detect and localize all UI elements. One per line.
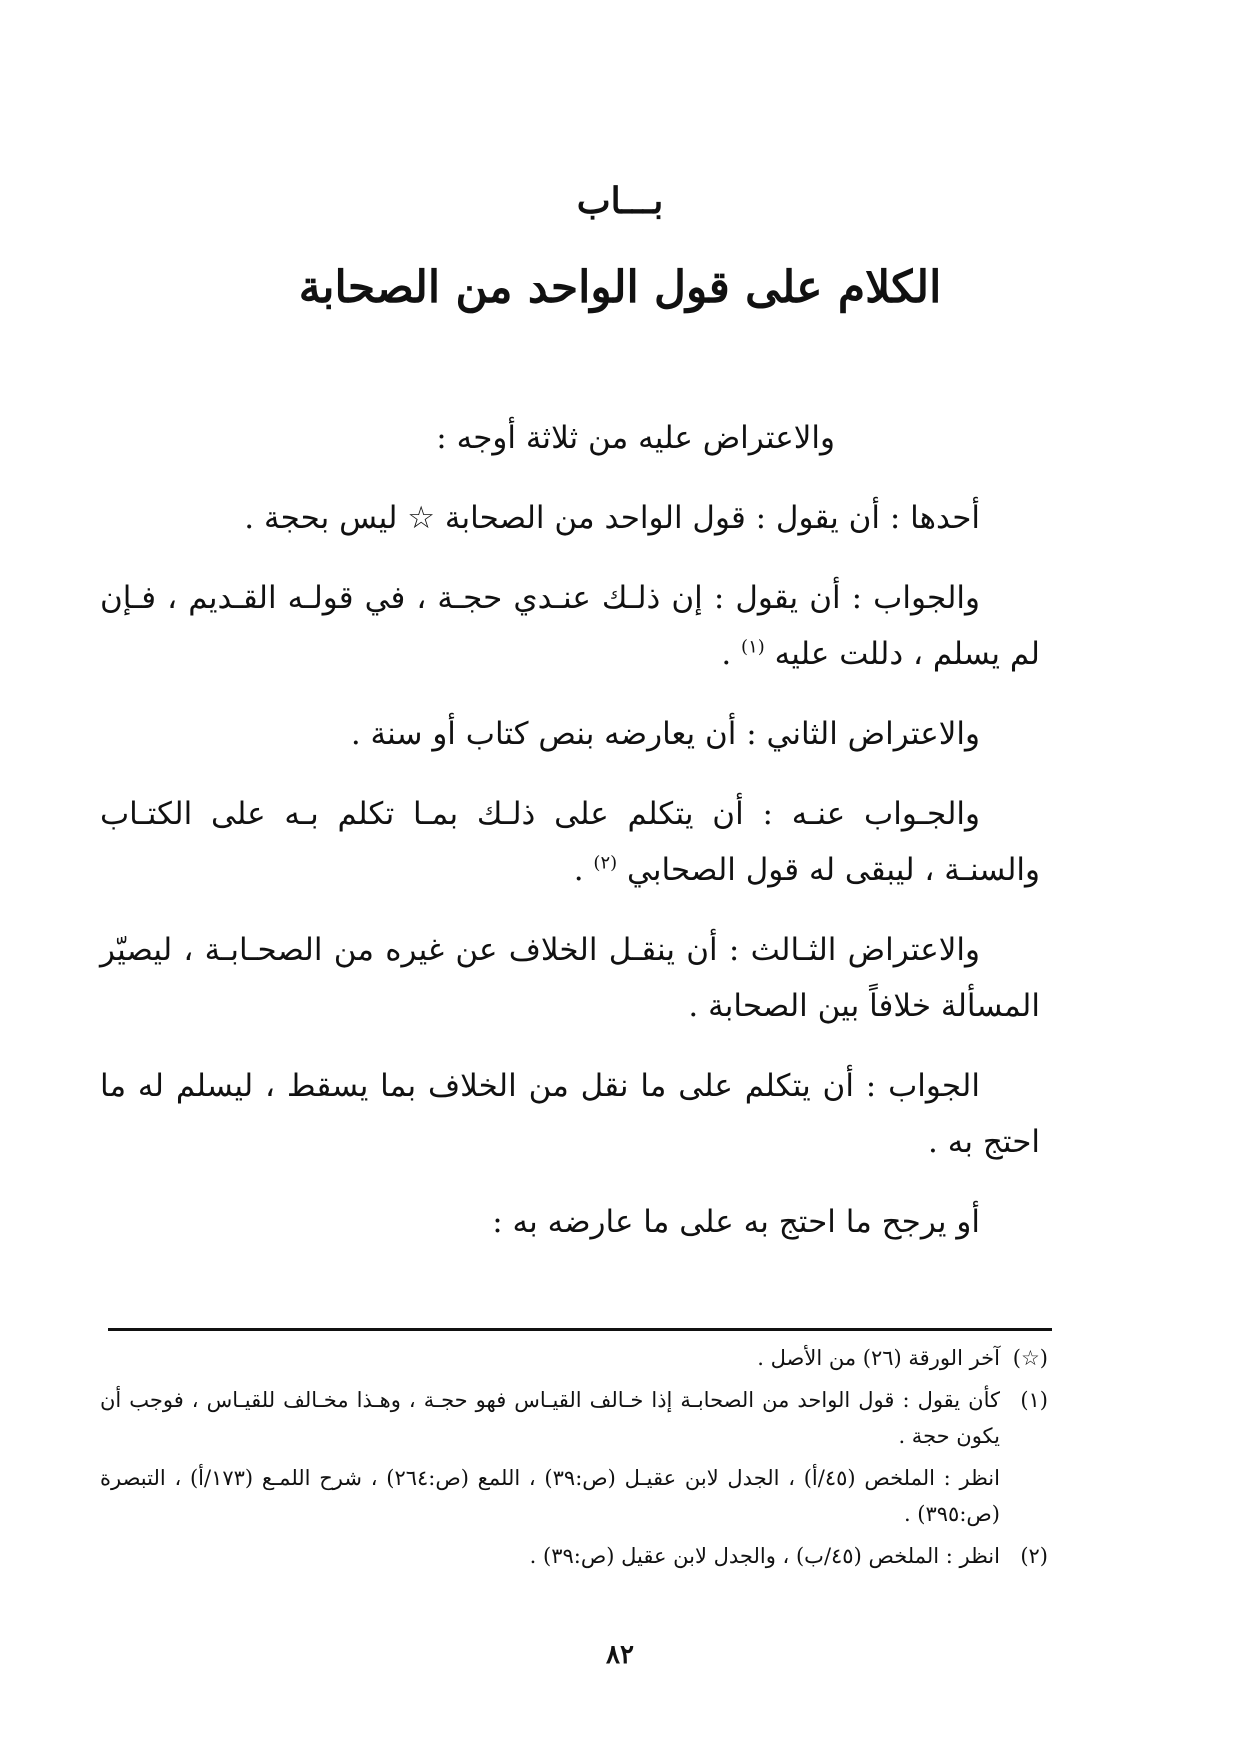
paragraph-text: أو يرجح ما احتج به على ما عارضه به :: [492, 1204, 980, 1240]
footnote-mark: (☆): [1012, 1346, 1048, 1370]
paragraph: [100, 1058, 1040, 1170]
paragraph: [100, 1194, 1040, 1250]
footnote: [100, 1538, 1048, 1574]
paragraph: [100, 490, 1040, 546]
paragraph: [100, 410, 1040, 466]
paragraph-text: والجـواب عنـه : أن يتكلم على ذلـك بمـا تكلم بـه على الكتـاب والسنـة ، ليبقى له قول الصحابي: [100, 796, 1040, 888]
footnote: [100, 1340, 1048, 1376]
paragraph: [100, 922, 1040, 1034]
main-text: [100, 410, 1040, 1274]
paragraph-text: والاعتراض عليه من ثلاثة أوجه :: [436, 420, 835, 456]
chapter-title: الكلام على قول الواحد من الصحابة: [298, 262, 942, 313]
footnote-divider: [108, 1328, 1052, 1331]
paragraph: [100, 786, 1040, 898]
paragraph-text: والاعتراض الثاني : أن يعارضه بنص كتاب أو سنة .: [350, 716, 980, 752]
page-number: ٨٢: [606, 1640, 634, 1670]
paragraph-text: أحدها : أن يقول : قول الواحد من الصحابة ☆ ليس بحجة .: [244, 500, 980, 536]
footnote-mark: (١): [1020, 1388, 1048, 1412]
chapter-label: بـــاب: [576, 180, 664, 222]
paragraph: [100, 570, 1040, 682]
paragraph-text: والجواب : أن يقول : إن ذلـك عنـدي حجـة ، في قولـه القـديم ، فـإن لم يسلم ، دللت عليه: [100, 580, 1040, 672]
paragraph-text: الجواب : أن يتكلم على ما نقل من الخلاف بما يسقط ، ليسلم له ما احتج به .: [100, 1068, 1040, 1160]
footnote: [100, 1382, 1048, 1454]
paragraph: [100, 706, 1040, 762]
footnote-mark: (٢): [1020, 1544, 1048, 1568]
paragraph-tail: .: [573, 852, 594, 888]
footnote-text: آخر الورقة (٢٦) من الأصل .: [757, 1346, 1000, 1370]
footnote-text: انظر : الملخص (٤٥/أ) ، الجدل لابن عقيـل (ص:٣٩) ، اللمع (ص:٢٦٤) ، شرح اللمـع (١٧٣/أ) ، التبصرة (ص:٣٩٥) .: [100, 1466, 1000, 1526]
footnote-reference: (١): [741, 636, 765, 658]
footnote-text: كأن يقول : قول الواحد من الصحابـة إذا خـالف القيـاس فهو حجـة ، وهـذا مخـالف للقيـاس ، فوجب أن يكون حجة .: [100, 1388, 1000, 1448]
footnotes: [100, 1340, 1048, 1580]
footnote-reference: (٢): [593, 852, 618, 874]
paragraph-tail: .: [721, 636, 742, 672]
footnote-text: انظر : الملخص (٤٥/ب) ، والجدل لابن عقيل (ص:٣٩) .: [529, 1544, 1000, 1568]
paragraph-text: والاعتراض الثـالث : أن ينقـل الخلاف عن غيره من الصحـابـة ، ليصيّر المسألة خلافاً بين الصحابة .: [100, 932, 1040, 1024]
footnote-continuation: [100, 1460, 1048, 1532]
footnote-mark-spacer: [1000, 1460, 1048, 1532]
